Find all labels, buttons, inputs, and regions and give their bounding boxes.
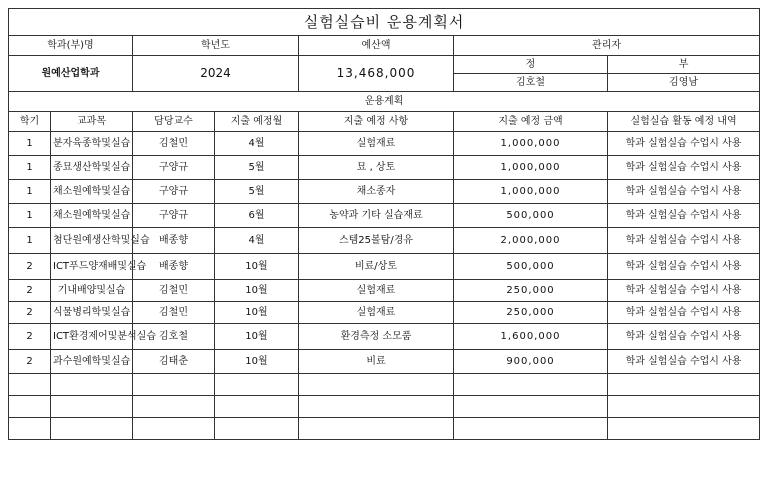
semester-cell: 2 [9, 254, 51, 280]
amount-cell: 1,000,000 [454, 156, 608, 180]
month-cell: 5월 [215, 180, 299, 204]
empty-cell [9, 374, 51, 396]
month-cell: 5월 [215, 156, 299, 180]
table-row [9, 180, 760, 204]
year-value: 2024 [133, 56, 299, 92]
table-row [9, 302, 760, 324]
semester-cell: 1 [9, 156, 51, 180]
item-cell: 환경측정 소모품 [299, 324, 454, 350]
item-cell: 비료 [299, 350, 454, 374]
activity-cell: 학과 실험실습 수업시 사용 [608, 254, 760, 280]
activity-cell: 학과 실험실습 수업시 사용 [608, 180, 760, 204]
table-row [9, 204, 760, 228]
amount-cell: 1,000,000 [454, 132, 608, 156]
empty-cell [51, 374, 133, 396]
item-cell: 스템25볼탐/경유 [299, 228, 454, 254]
semester-cell: 2 [9, 280, 51, 302]
semester-cell: 1 [9, 132, 51, 156]
table-row [9, 228, 760, 254]
empty-cell [215, 418, 299, 440]
activity-cell: 학과 실험실습 수업시 사용 [608, 280, 760, 302]
empty-cell [9, 418, 51, 440]
operation-plan-sheet [8, 8, 760, 440]
professor-cell: 김호철 [133, 324, 215, 350]
activity-cell: 학과 실험실습 수업시 사용 [608, 350, 760, 374]
year-label: 학년도 [133, 36, 299, 56]
manager-secondary-name: 김영남 [608, 74, 760, 92]
professor-cell: 김철민 [133, 132, 215, 156]
empty-row [9, 374, 760, 396]
month-cell: 10월 [215, 324, 299, 350]
month-cell: 10월 [215, 302, 299, 324]
activity-cell: 학과 실험실습 수업시 사용 [608, 324, 760, 350]
professor-cell: 배종향 [133, 228, 215, 254]
dept-label: 학과(부)명 [9, 36, 133, 56]
table-row [9, 280, 760, 302]
item-cell: 비료/상토 [299, 254, 454, 280]
budget-value: 13,468,000 [299, 56, 454, 92]
table-row [9, 324, 760, 350]
activity-cell: 학과 실험실습 수업시 사용 [608, 204, 760, 228]
empty-cell [215, 396, 299, 418]
manager-secondary-label: 부 [608, 56, 760, 74]
empty-row [9, 418, 760, 440]
professor-cell: 김태춘 [133, 350, 215, 374]
table-row [9, 156, 760, 180]
course-cell: 식물병리학및실습 [51, 302, 133, 324]
empty-cell [133, 418, 215, 440]
empty-cell [51, 396, 133, 418]
manager-label: 관리자 [454, 36, 760, 56]
table-row [9, 132, 760, 156]
course-cell: 첨단원예생산학및실습 [51, 228, 133, 254]
item-cell: 실험재료 [299, 132, 454, 156]
item-cell: 실험재료 [299, 280, 454, 302]
empty-cell [133, 374, 215, 396]
month-cell: 4월 [215, 132, 299, 156]
semester-cell: 1 [9, 228, 51, 254]
empty-cell [51, 418, 133, 440]
item-cell: 실험재료 [299, 302, 454, 324]
manager-primary-name: 김호철 [454, 74, 608, 92]
column-header: 학기 [9, 112, 51, 132]
budget-label: 예산액 [299, 36, 454, 56]
empty-cell [608, 396, 760, 418]
column-header: 담당교수 [133, 112, 215, 132]
empty-cell [454, 374, 608, 396]
empty-cell [215, 374, 299, 396]
activity-cell: 학과 실험실습 수업시 사용 [608, 132, 760, 156]
professor-cell: 구양규 [133, 156, 215, 180]
amount-cell: 2,000,000 [454, 228, 608, 254]
month-cell: 10월 [215, 350, 299, 374]
course-cell: 기내배양및실습 [51, 280, 133, 302]
activity-cell: 학과 실험실습 수업시 사용 [608, 156, 760, 180]
course-cell: 과수원예학및실습 [51, 350, 133, 374]
empty-cell [454, 418, 608, 440]
column-header: 실험실습 활동 예정 내역 [608, 112, 760, 132]
empty-cell [299, 396, 454, 418]
empty-cell [299, 374, 454, 396]
activity-cell: 학과 실험실습 수업시 사용 [608, 228, 760, 254]
course-cell: 채소원예학및실습 [51, 204, 133, 228]
column-header: 지출 예정 사항 [299, 112, 454, 132]
month-cell: 6월 [215, 204, 299, 228]
column-header: 교과목 [51, 112, 133, 132]
course-cell: 채소원예학및실습 [51, 180, 133, 204]
empty-cell [9, 396, 51, 418]
table-row [9, 350, 760, 374]
professor-cell: 김철민 [133, 302, 215, 324]
course-cell: ICT환경제어및분석실습 [51, 324, 133, 350]
month-cell: 10월 [215, 280, 299, 302]
amount-cell: 1,600,000 [454, 324, 608, 350]
dept-value: 원예산업학과 [9, 56, 133, 92]
month-cell: 10월 [215, 254, 299, 280]
semester-cell: 1 [9, 204, 51, 228]
semester-cell: 2 [9, 350, 51, 374]
plan-section-label: 운용계획 [9, 92, 760, 112]
manager-primary-label: 정 [454, 56, 608, 74]
month-cell: 4월 [215, 228, 299, 254]
table-row [9, 254, 760, 280]
item-cell: 채소종자 [299, 180, 454, 204]
professor-cell: 김철민 [133, 280, 215, 302]
course-cell: ICT푸드양재배및실습 [51, 254, 133, 280]
amount-cell: 500,000 [454, 204, 608, 228]
activity-cell: 학과 실험실습 수업시 사용 [608, 302, 760, 324]
item-cell: 묘 , 상토 [299, 156, 454, 180]
empty-cell [454, 396, 608, 418]
page-title: 실험실습비 운용계획서 [9, 9, 760, 36]
semester-cell: 2 [9, 324, 51, 350]
column-header: 지출 예정 금액 [454, 112, 608, 132]
amount-cell: 250,000 [454, 302, 608, 324]
course-cell: 종묘생산학및실습 [51, 156, 133, 180]
course-cell: 분자육종학및실습 [51, 132, 133, 156]
professor-cell: 구양규 [133, 204, 215, 228]
amount-cell: 250,000 [454, 280, 608, 302]
amount-cell: 1,000,000 [454, 180, 608, 204]
item-cell: 농약과 기타 실습재료 [299, 204, 454, 228]
amount-cell: 500,000 [454, 254, 608, 280]
empty-cell [608, 374, 760, 396]
column-header: 지출 예정월 [215, 112, 299, 132]
professor-cell: 구양규 [133, 180, 215, 204]
empty-row [9, 396, 760, 418]
amount-cell: 900,000 [454, 350, 608, 374]
semester-cell: 2 [9, 302, 51, 324]
empty-cell [299, 418, 454, 440]
empty-cell [608, 418, 760, 440]
empty-cell [133, 396, 215, 418]
professor-cell: 배종향 [133, 254, 215, 280]
semester-cell: 1 [9, 180, 51, 204]
